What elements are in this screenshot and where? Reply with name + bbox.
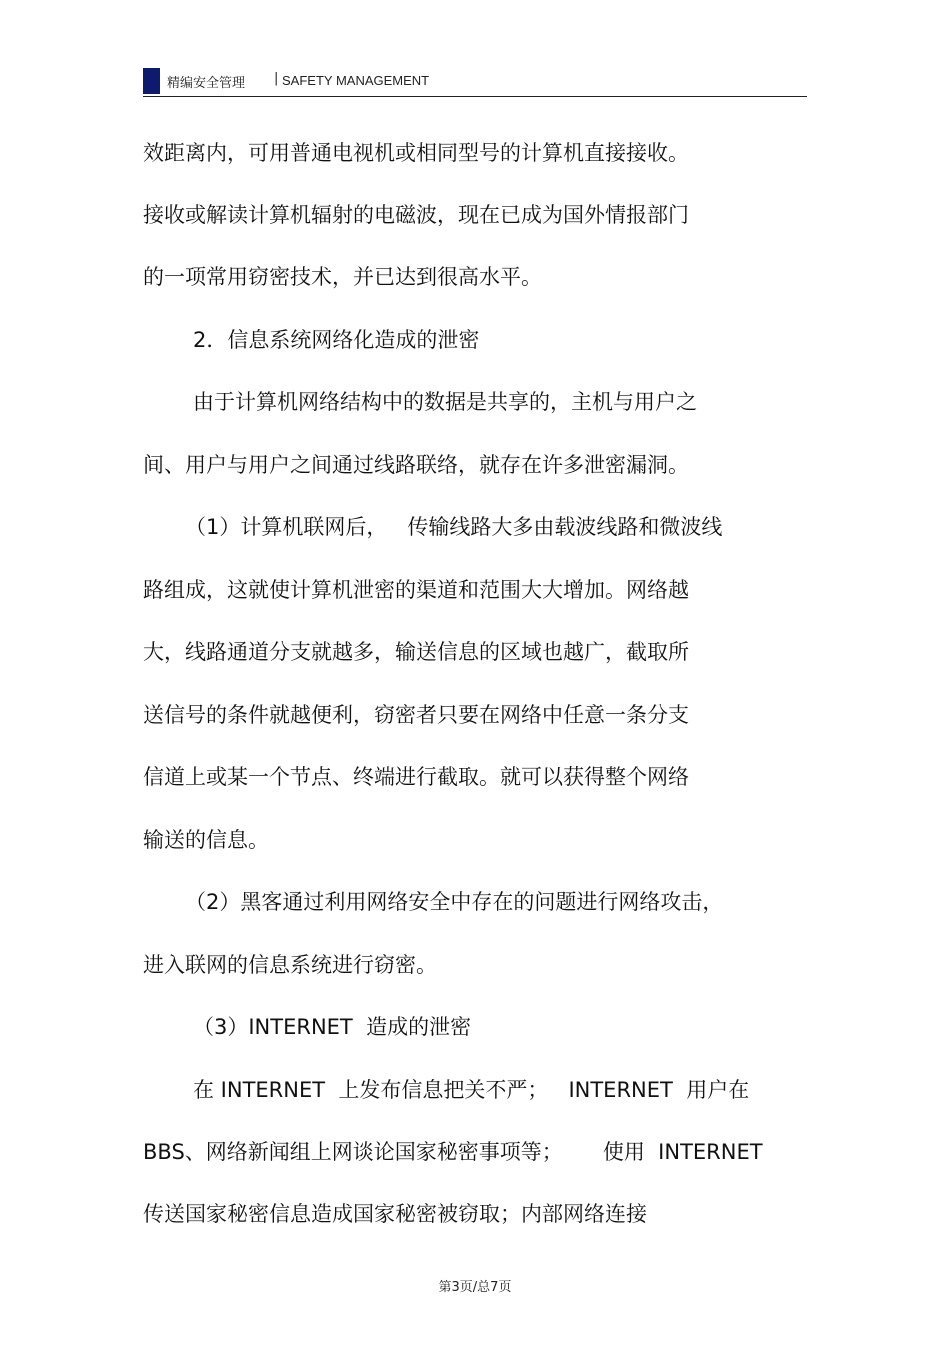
body-line: （2）黑客通过利用网络安全中存在的问题进行网络攻击， xyxy=(185,890,724,914)
logo-icon xyxy=(143,68,160,94)
body-line: 效距离内，可用普通电视机或相同型号的计算机直接接收。 xyxy=(143,141,689,165)
body-line: 进入联网的信息系统进行窃密。 xyxy=(143,953,437,977)
body-line: 间、用户与用户之间通过线路联络，就存在许多泄密漏洞。 xyxy=(143,453,689,477)
body-line: 大，线路通道分支就越多，输送信息的区域也越广，截取所 xyxy=(143,640,689,664)
page-number: 第3页/总7页 xyxy=(438,1280,512,1295)
body-line: 在 INTERNET 上发布信息把关不严； INTERNET 用户在 xyxy=(193,1078,750,1102)
header-title-en: SAFETY MANAGEMENT xyxy=(282,73,430,88)
body-line: BBS、网络新闻组上网谈论国家秘密事项等； 使用 INTERNET xyxy=(143,1140,763,1164)
body-line: 信道上或某一个节点、终端进行截取。就可以获得整个网络 xyxy=(143,765,689,789)
body-line: 传送国家秘密信息造成国家秘密被窃取；内部网络连接 xyxy=(143,1202,647,1226)
body-line: 送信号的条件就越便利，窃密者只要在网络中任意一条分支 xyxy=(143,703,689,727)
body-line: 接收或解读计算机辐射的电磁波，现在已成为国外情报部门 xyxy=(143,203,689,227)
section-heading: 2．信息系统网络化造成的泄密 xyxy=(193,328,480,352)
header-separator: | xyxy=(274,71,279,86)
body-line: 输送的信息。 xyxy=(143,828,269,852)
page-header xyxy=(143,66,807,97)
body-line: 的一项常用窃密技术，并已达到很高水平。 xyxy=(143,265,542,289)
body-line: 路组成，这就使计算机泄密的渠道和范围大大增加。网络越 xyxy=(143,578,689,602)
header-title-cn: 精编安全管理 xyxy=(167,76,246,91)
body-line: （1）计算机联网后， 传输线路大多由载波线路和微波线 xyxy=(185,515,723,539)
section-heading: （3）INTERNET 造成的泄密 xyxy=(193,1015,472,1039)
body-line: 由于计算机网络结构中的数据是共享的，主机与用户之 xyxy=(193,390,697,414)
